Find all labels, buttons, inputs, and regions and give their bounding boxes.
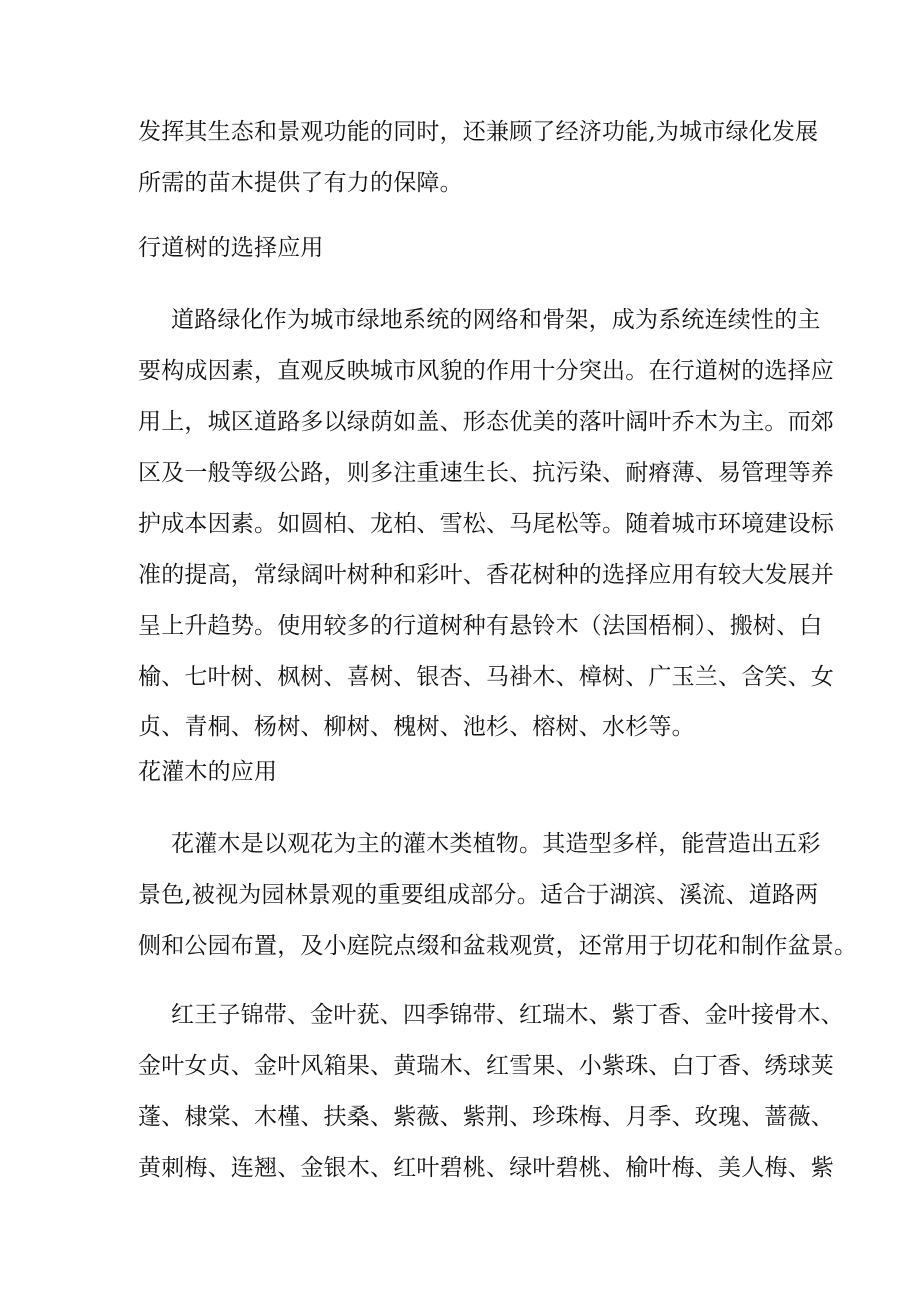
shrubs-p1-line-3: 侧和公园布置，及小庭院点缀和盆栽观赏，还常用于切花和制作盆景。 <box>138 933 858 959</box>
shrubs-p2-line-4: 黄刺梅、连翘、金银木、红叶碧桃、绿叶碧桃、榆叶梅、美人梅、紫 <box>138 1155 834 1181</box>
shrubs-p1-line-2: 景色,被视为园林景观的重要组成部分。适合于湖滨、溪流、道路两 <box>138 882 819 908</box>
street-trees-line-9: 贞、青桐、杨树、柳树、槐树、池杉、榕树、水杉等。 <box>138 714 695 740</box>
intro-line-2: 所需的苗木提供了有力的保障。 <box>138 170 463 196</box>
street-trees-line-8: 榆、七叶树、枫树、喜树、银杏、马褂木、樟树、广玉兰、含笑、女 <box>138 664 834 690</box>
street-trees-line-6: 准的提高，常绿阔叶树种和彩叶、香花树种的选择应用有较大发展并 <box>138 562 834 588</box>
intro-line-1: 发挥其生态和景观功能的同时，还兼顾了经济功能,为城市绿化发展 <box>138 119 819 145</box>
street-trees-line-1: 道路绿化作为城市绿地系统的网络和骨架，成为系统连续性的主 <box>171 307 821 333</box>
shrubs-p2-line-3: 蓬、棣棠、木槿、扶桑、紫薇、紫荆、珍珠梅、月季、玫瑰、蔷薇、 <box>138 1104 834 1130</box>
shrubs-p2-line-2: 金叶女贞、金叶风箱果、黄瑞木、红雪果、小紫珠、白丁香、绣球荚 <box>138 1053 834 1079</box>
street-trees-line-3: 用上，城区道路多以绿荫如盖、形态优美的落叶阔叶乔木为主。而郊 <box>138 409 834 435</box>
street-trees-line-4: 区及一般等级公路，则多注重速生长、抗污染、耐瘠薄、易管理等养 <box>138 460 834 486</box>
street-trees-line-7: 呈上升趋势。使用较多的行道树种有悬铃木（法国梧桐）、搬树、白 <box>138 613 823 639</box>
street-trees-line-2: 要构成因素，直观反映城市风貌的作用十分突出。在行道树的选择应 <box>138 358 834 384</box>
section-heading-street-trees: 行道树的选择应用 <box>138 235 324 261</box>
shrubs-p1-line-1: 花灌木是以观花为主的灌木类植物。其造型多样，能营造出五彩 <box>171 831 821 857</box>
section-heading-shrubs: 花灌木的应用 <box>138 759 278 785</box>
street-trees-line-5: 护成本因素。如圆柏、龙柏、雪松、马尾松等。随着城市环境建设标 <box>138 511 834 537</box>
shrubs-p2-line-1: 红王子锦带、金叶莸、四季锦带、红瑞木、紫丁香、金叶接骨木、 <box>171 1002 844 1028</box>
